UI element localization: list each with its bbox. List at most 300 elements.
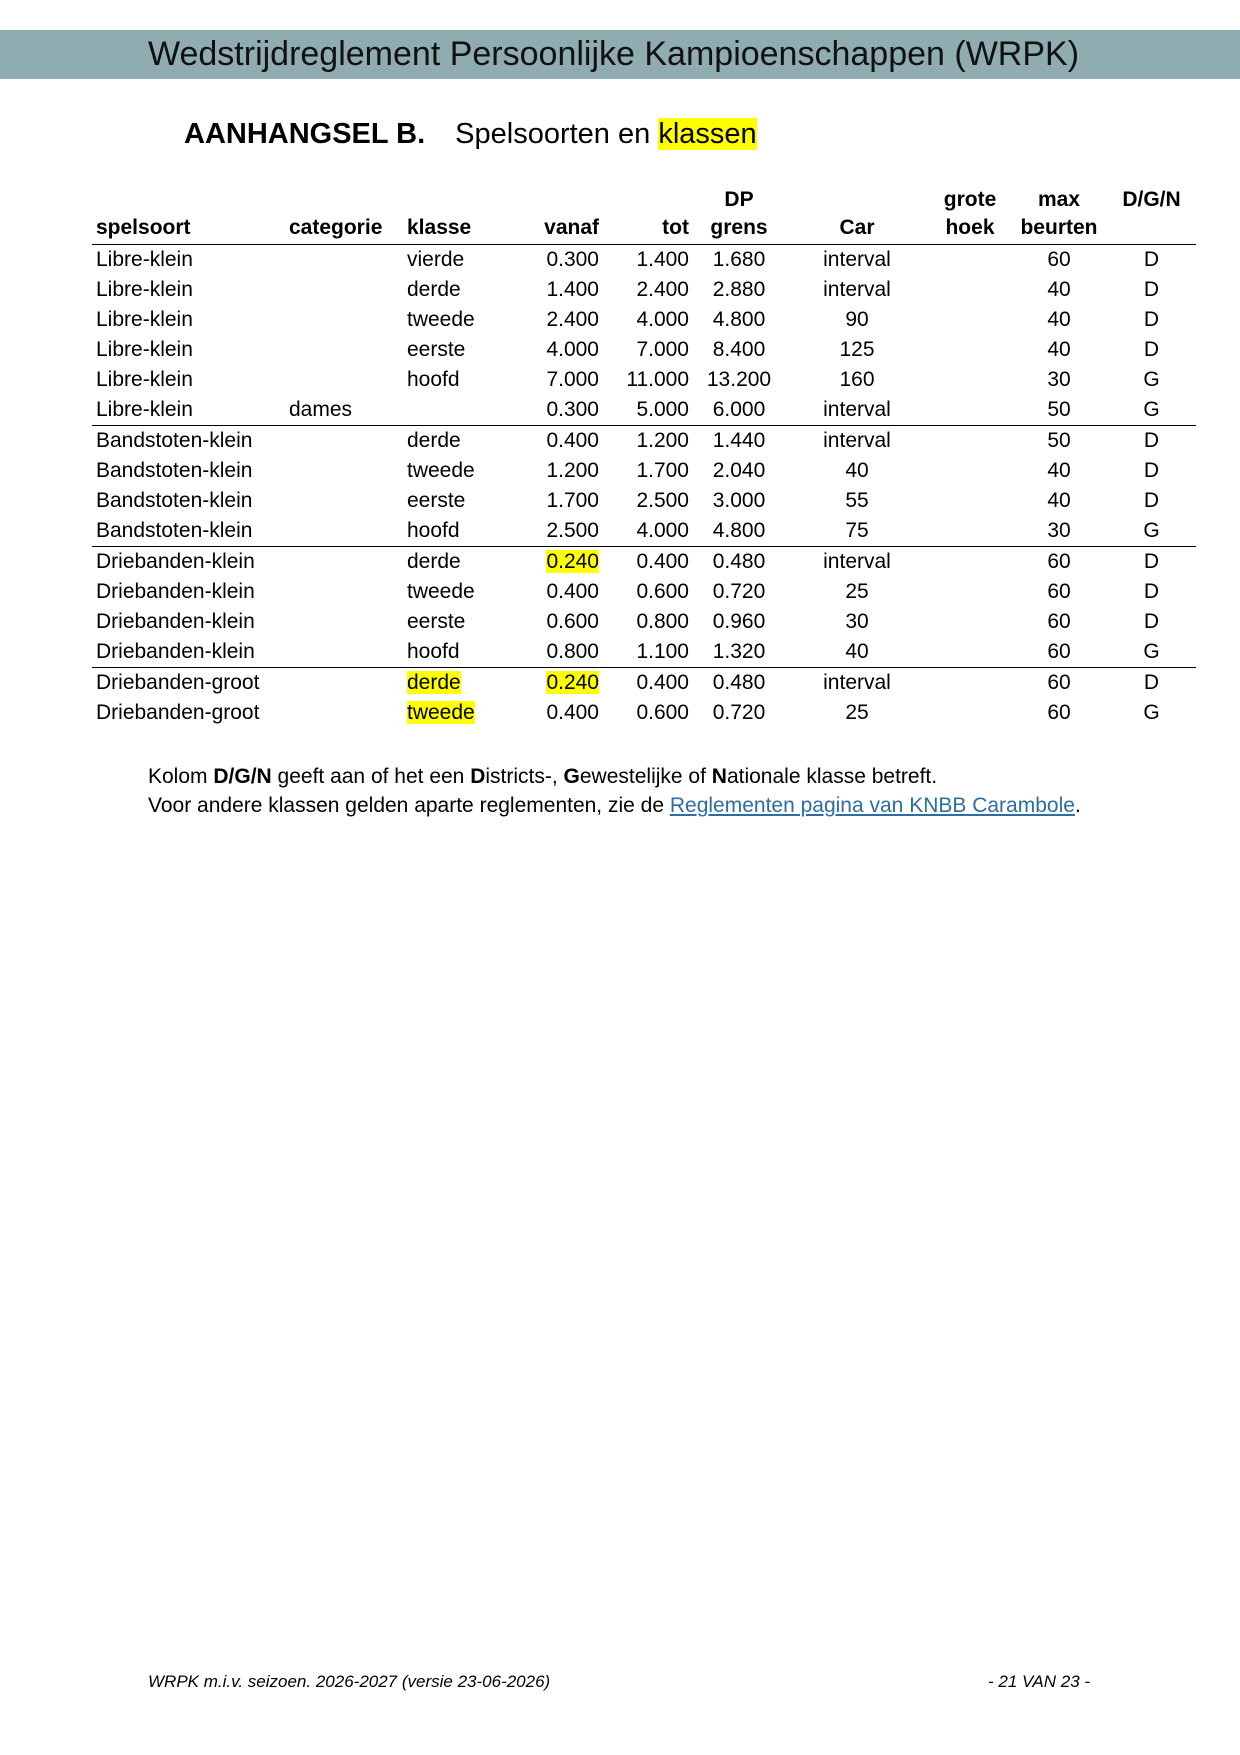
cell-grote-hoek (929, 516, 1011, 547)
cell-vanaf-text: 0.600 (546, 610, 599, 633)
header-categorie: categorie (285, 186, 403, 245)
cell-grote-hoek (929, 547, 1011, 578)
cell-vanaf (513, 486, 603, 516)
cell-dp-grens (693, 395, 785, 426)
cell-klasse (403, 516, 513, 547)
cell-tot-text: 1.400 (636, 248, 689, 271)
cell-dp-grens-text: 4.800 (712, 519, 766, 542)
cell-car-text: 160 (839, 368, 875, 391)
cell-tot (603, 577, 693, 607)
cell-tot (603, 698, 693, 728)
cell-dgn-text: G (1143, 519, 1160, 542)
footer-page-number: - 21 VAN 23 - (988, 1672, 1091, 1691)
cell-klasse (403, 607, 513, 637)
cell-dgn (1107, 607, 1196, 637)
cell-vanaf-text: 1.200 (546, 459, 599, 482)
cell-dgn-text: D (1143, 308, 1160, 331)
cell-klasse (403, 426, 513, 457)
cell-tot-text: 0.400 (636, 671, 689, 694)
cell-klasse (403, 335, 513, 365)
table-row (92, 577, 1196, 607)
cell-tot (603, 547, 693, 578)
header-max-beurten (1011, 186, 1107, 245)
cell-klasse (403, 365, 513, 395)
note-text-part: D/G/N (213, 765, 272, 788)
cell-spelsoort-text: Driebanden-groot (96, 671, 260, 694)
cell-car (785, 305, 929, 335)
cell-dgn-text: D (1143, 489, 1160, 512)
cell-dp-grens (693, 335, 785, 365)
cell-max-beurten-text: 60 (1047, 671, 1071, 694)
reglementen-link[interactable]: Reglementen pagina van KNBB Carambole (669, 794, 1075, 817)
cell-grote-hoek (929, 577, 1011, 607)
cell-dp-grens-text: 6.000 (712, 398, 766, 421)
table-row (92, 486, 1196, 516)
cell-dgn-text: D (1143, 671, 1160, 694)
cell-car-text: interval (823, 278, 891, 301)
appendix-title-highlight: klassen (658, 118, 757, 150)
cell-grote-hoek (929, 365, 1011, 395)
cell-dp-grens-text: 3.000 (712, 489, 766, 512)
cell-car (785, 516, 929, 547)
cell-grote-hoek (929, 637, 1011, 668)
note-text-part: ewestelijke of (579, 765, 712, 788)
cell-klasse-text: tweede (407, 459, 475, 482)
cell-max-beurten-text: 60 (1047, 701, 1071, 724)
cell-spelsoort (92, 395, 285, 426)
cell-categorie-text: dames (289, 398, 353, 421)
table-row (92, 395, 1196, 426)
cell-klasse-text: derde (407, 671, 461, 694)
note-line-dgn (148, 762, 1081, 791)
cell-car (785, 607, 929, 637)
cell-car-text: 55 (845, 489, 869, 512)
cell-categorie (285, 335, 403, 365)
cell-grote-hoek (929, 426, 1011, 457)
cell-spelsoort-text: Libre-klein (96, 398, 193, 421)
cell-categorie (285, 668, 403, 699)
cell-max-beurten-text: 40 (1047, 308, 1071, 331)
table-row (92, 668, 1196, 699)
cell-tot-text: 1.100 (636, 640, 689, 663)
cell-max-beurten (1011, 456, 1107, 486)
note-text-part: istricts-, (485, 765, 564, 788)
cell-dp-grens-text: 0.720 (712, 580, 766, 603)
cell-vanaf (513, 607, 603, 637)
cell-categorie (285, 547, 403, 578)
cell-dgn-text: G (1143, 640, 1160, 663)
cell-categorie (285, 516, 403, 547)
cell-dp-grens (693, 577, 785, 607)
cell-dgn-text: D (1143, 550, 1160, 573)
cell-tot-text: 0.600 (636, 701, 689, 724)
table-row (92, 426, 1196, 457)
cell-dgn (1107, 335, 1196, 365)
cell-grote-hoek (929, 698, 1011, 728)
cell-klasse (403, 637, 513, 668)
cell-grote-hoek (929, 245, 1011, 276)
cell-max-beurten-text: 50 (1047, 429, 1071, 452)
cell-dgn (1107, 547, 1196, 578)
cell-dgn-text: D (1143, 459, 1160, 482)
cell-max-beurten-text: 60 (1047, 580, 1071, 603)
cell-car-text: 40 (845, 640, 869, 663)
cell-klasse (403, 486, 513, 516)
cell-klasse-text: hoofd (407, 640, 460, 663)
cell-max-beurten-text: 40 (1047, 278, 1071, 301)
table-row (92, 607, 1196, 637)
cell-vanaf (513, 395, 603, 426)
table-row (92, 637, 1196, 668)
cell-grote-hoek (929, 486, 1011, 516)
cell-klasse-text: tweede (407, 580, 475, 603)
header-dp-line2: grens (710, 216, 768, 239)
cell-dp-grens-text: 1.440 (712, 429, 766, 452)
cell-max-beurten (1011, 275, 1107, 305)
cell-klasse (403, 547, 513, 578)
cell-car-text: interval (823, 248, 891, 271)
cell-tot (603, 275, 693, 305)
cell-max-beurten-text: 40 (1047, 338, 1071, 361)
cell-spelsoort (92, 516, 285, 547)
cell-tot (603, 245, 693, 276)
cell-vanaf (513, 245, 603, 276)
cell-dp-grens-text: 1.680 (712, 248, 766, 271)
cell-categorie (285, 426, 403, 457)
cell-vanaf (513, 365, 603, 395)
cell-max-beurten-text: 50 (1047, 398, 1071, 421)
cell-max-beurten-text: 60 (1047, 248, 1071, 271)
cell-klasse-text: vierde (407, 248, 465, 271)
cell-car (785, 547, 929, 578)
cell-car-text: 30 (845, 610, 869, 633)
cell-tot-text: 2.400 (636, 278, 689, 301)
cell-categorie (285, 577, 403, 607)
cell-tot (603, 668, 693, 699)
note-text-part: ationale klasse betreft. (726, 765, 938, 788)
cell-dp-grens-text: 0.480 (712, 550, 766, 573)
cell-car-text: interval (823, 398, 891, 421)
cell-klasse (403, 698, 513, 728)
cell-car (785, 456, 929, 486)
cell-max-beurten-text: 60 (1047, 640, 1071, 663)
cell-max-beurten-text: 60 (1047, 610, 1071, 633)
note-prefix: Voor andere klassen gelden aparte reglementen, zie de (148, 794, 670, 817)
cell-klasse (403, 275, 513, 305)
cell-tot (603, 335, 693, 365)
cell-car-text: interval (823, 671, 891, 694)
cell-categorie (285, 365, 403, 395)
cell-spelsoort-text: Libre-klein (96, 248, 193, 271)
cell-vanaf (513, 335, 603, 365)
table-row (92, 516, 1196, 547)
cell-tot-text: 4.000 (636, 308, 689, 331)
cell-categorie (285, 607, 403, 637)
cell-grote-hoek (929, 395, 1011, 426)
cell-max-beurten (1011, 547, 1107, 578)
cell-categorie (285, 275, 403, 305)
cell-spelsoort (92, 698, 285, 728)
cell-categorie (285, 698, 403, 728)
cell-vanaf-text: 1.700 (546, 489, 599, 512)
cell-spelsoort (92, 365, 285, 395)
cell-categorie (285, 305, 403, 335)
cell-klasse (403, 577, 513, 607)
header-grote-line2: hoek (945, 216, 995, 239)
cell-car (785, 486, 929, 516)
cell-klasse-text: derde (407, 550, 461, 573)
cell-car (785, 335, 929, 365)
cell-tot-text: 1.200 (636, 429, 689, 452)
header-max-line1: max (1037, 188, 1081, 211)
cell-dgn-text: G (1143, 368, 1160, 391)
cell-car (785, 395, 929, 426)
cell-vanaf (513, 698, 603, 728)
cell-dp-grens (693, 426, 785, 457)
table-row (92, 245, 1196, 276)
cell-spelsoort (92, 456, 285, 486)
cell-dgn-text: D (1143, 248, 1160, 271)
note-text-part: geeft aan of het een (271, 765, 471, 788)
cell-dp-grens (693, 486, 785, 516)
cell-klasse-text: tweede (407, 308, 475, 331)
cell-spelsoort-text: Driebanden-klein (96, 610, 255, 633)
cell-dp-grens (693, 668, 785, 699)
cell-grote-hoek (929, 456, 1011, 486)
cell-max-beurten (1011, 395, 1107, 426)
cell-dp-grens-text: 8.400 (712, 338, 766, 361)
cell-vanaf (513, 668, 603, 699)
cell-vanaf-text: 0.240 (546, 550, 599, 573)
cell-grote-hoek (929, 335, 1011, 365)
cell-max-beurten (1011, 577, 1107, 607)
cell-spelsoort-text: Driebanden-klein (96, 550, 255, 573)
cell-vanaf-text: 0.300 (546, 398, 599, 421)
cell-grote-hoek (929, 275, 1011, 305)
cell-vanaf-text: 0.400 (546, 701, 599, 724)
cell-max-beurten (1011, 305, 1107, 335)
header-vanaf: vanaf (513, 186, 603, 245)
cell-dgn-text: G (1143, 398, 1160, 421)
cell-max-beurten (1011, 426, 1107, 457)
cell-max-beurten (1011, 516, 1107, 547)
cell-tot-text: 5.000 (636, 398, 689, 421)
cell-car (785, 637, 929, 668)
cell-vanaf-text: 4.000 (546, 338, 599, 361)
appendix-label: AANHANGSEL B. (184, 118, 426, 150)
table-row (92, 547, 1196, 578)
cell-klasse-text: eerste (407, 610, 466, 633)
table-row (92, 335, 1196, 365)
header-klasse: klasse (403, 186, 513, 245)
note-text-part: N (711, 765, 727, 788)
cell-spelsoort-text: Bandstoten-klein (96, 459, 253, 482)
cell-vanaf (513, 547, 603, 578)
cell-spelsoort (92, 607, 285, 637)
classes-table (92, 186, 1196, 728)
cell-vanaf (513, 456, 603, 486)
cell-dp-grens (693, 245, 785, 276)
cell-spelsoort (92, 305, 285, 335)
cell-spelsoort-text: Libre-klein (96, 368, 193, 391)
cell-tot (603, 516, 693, 547)
cell-dgn (1107, 395, 1196, 426)
cell-dgn (1107, 577, 1196, 607)
footer-version: WRPK m.i.v. seizoen. 2026-2027 (versie 23-06-2026) (148, 1672, 551, 1691)
cell-max-beurten (1011, 365, 1107, 395)
cell-max-beurten-text: 60 (1047, 550, 1071, 573)
cell-max-beurten (1011, 486, 1107, 516)
cell-vanaf-text: 0.300 (546, 248, 599, 271)
explanation-note (148, 762, 1081, 820)
cell-vanaf-text: 2.400 (546, 308, 599, 331)
cell-klasse-text: hoofd (407, 519, 460, 542)
table-row (92, 305, 1196, 335)
cell-tot-text: 11.000 (626, 368, 689, 391)
cell-spelsoort-text: Bandstoten-klein (96, 519, 253, 542)
cell-spelsoort-text: Libre-klein (96, 308, 193, 331)
cell-grote-hoek (929, 607, 1011, 637)
cell-dgn-text: D (1143, 580, 1160, 603)
cell-klasse (403, 305, 513, 335)
cell-categorie (285, 395, 403, 426)
header-dgn: D/G/N (1107, 186, 1196, 245)
cell-spelsoort-text: Driebanden-groot (96, 701, 260, 724)
cell-dgn (1107, 365, 1196, 395)
cell-dgn-text: D (1143, 429, 1160, 452)
note-text-part: D (470, 765, 486, 788)
cell-tot-text: 4.000 (636, 519, 689, 542)
cell-max-beurten-text: 30 (1047, 519, 1071, 542)
cell-spelsoort-text: Bandstoten-klein (96, 489, 253, 512)
cell-car-text: interval (823, 429, 891, 452)
header-spelsoort: spelsoort (92, 186, 285, 245)
cell-vanaf-text: 0.240 (546, 671, 599, 694)
table-row (92, 698, 1196, 728)
table-row (92, 365, 1196, 395)
cell-dp-grens-text: 13.200 (706, 368, 772, 391)
note-line-regulations (148, 791, 1081, 820)
cell-tot (603, 607, 693, 637)
cell-car (785, 577, 929, 607)
header-car: Car (785, 186, 929, 245)
cell-klasse-text: derde (407, 429, 461, 452)
cell-dp-grens (693, 547, 785, 578)
cell-tot-text: 1.700 (636, 459, 689, 482)
cell-tot-text: 7.000 (636, 338, 689, 361)
cell-max-beurten (1011, 245, 1107, 276)
cell-tot-text: 0.800 (636, 610, 689, 633)
table-row (92, 275, 1196, 305)
cell-spelsoort (92, 547, 285, 578)
cell-vanaf-text: 1.400 (546, 278, 599, 301)
cell-spelsoort-text: Driebanden-klein (96, 640, 255, 663)
cell-max-beurten (1011, 335, 1107, 365)
cell-vanaf (513, 577, 603, 607)
table-row (92, 456, 1196, 486)
cell-dgn (1107, 516, 1196, 547)
cell-car-text: 25 (845, 701, 869, 724)
cell-dp-grens (693, 365, 785, 395)
cell-max-beurten-text: 40 (1047, 489, 1071, 512)
cell-dgn (1107, 426, 1196, 457)
cell-car (785, 365, 929, 395)
cell-klasse (403, 395, 513, 426)
cell-max-beurten (1011, 637, 1107, 668)
cell-dp-grens (693, 275, 785, 305)
cell-spelsoort (92, 486, 285, 516)
cell-max-beurten (1011, 698, 1107, 728)
cell-dp-grens (693, 607, 785, 637)
cell-car-text: 90 (845, 308, 869, 331)
table-header-row (92, 186, 1196, 245)
cell-vanaf-text: 7.000 (546, 368, 599, 391)
cell-vanaf-text: 0.800 (546, 640, 599, 663)
cell-vanaf-text: 2.500 (546, 519, 599, 542)
cell-tot-text: 0.600 (636, 580, 689, 603)
header-tot: tot (603, 186, 693, 245)
cell-vanaf (513, 516, 603, 547)
cell-spelsoort-text: Libre-klein (96, 278, 193, 301)
cell-klasse-text: tweede (407, 701, 475, 724)
cell-categorie (285, 245, 403, 276)
cell-dgn (1107, 245, 1196, 276)
cell-dp-grens (693, 305, 785, 335)
cell-car (785, 668, 929, 699)
note-text-part: G (563, 765, 580, 788)
cell-spelsoort (92, 577, 285, 607)
header-max-line2: beurten (1020, 216, 1098, 239)
cell-klasse (403, 456, 513, 486)
cell-car-text: 75 (845, 519, 869, 542)
cell-dgn-text: D (1143, 278, 1160, 301)
cell-dgn (1107, 698, 1196, 728)
cell-spelsoort-text: Bandstoten-klein (96, 429, 253, 452)
cell-dp-grens (693, 698, 785, 728)
cell-car (785, 698, 929, 728)
note-suffix: . (1074, 794, 1081, 817)
cell-tot-text: 0.400 (636, 550, 689, 573)
cell-dgn (1107, 456, 1196, 486)
cell-max-beurten-text: 30 (1047, 368, 1071, 391)
cell-dp-grens-text: 2.880 (712, 278, 766, 301)
document-title: Wedstrijdreglement Persoonlijke Kampioenschappen (WRPK) (148, 35, 1080, 73)
cell-vanaf (513, 305, 603, 335)
appendix-title-prefix: Spelsoorten en (455, 118, 659, 150)
cell-vanaf (513, 426, 603, 457)
cell-categorie (285, 456, 403, 486)
cell-dgn-text: D (1143, 338, 1160, 361)
cell-dp-grens-text: 1.320 (712, 640, 766, 663)
cell-car-text: 25 (845, 580, 869, 603)
cell-max-beurten-text: 40 (1047, 459, 1071, 482)
cell-spelsoort-text: Libre-klein (96, 338, 193, 361)
cell-vanaf (513, 637, 603, 668)
cell-dp-grens-text: 2.040 (712, 459, 766, 482)
cell-klasse-text: hoofd (407, 368, 460, 391)
cell-dp-grens-text: 0.960 (712, 610, 766, 633)
cell-tot (603, 456, 693, 486)
cell-spelsoort (92, 275, 285, 305)
cell-dp-grens-text: 4.800 (712, 308, 766, 331)
cell-tot (603, 486, 693, 516)
cell-car-text: 40 (845, 459, 869, 482)
cell-spelsoort (92, 335, 285, 365)
cell-dgn-text: G (1143, 701, 1160, 724)
cell-dp-grens (693, 516, 785, 547)
appendix-heading (184, 118, 757, 151)
cell-tot (603, 426, 693, 457)
